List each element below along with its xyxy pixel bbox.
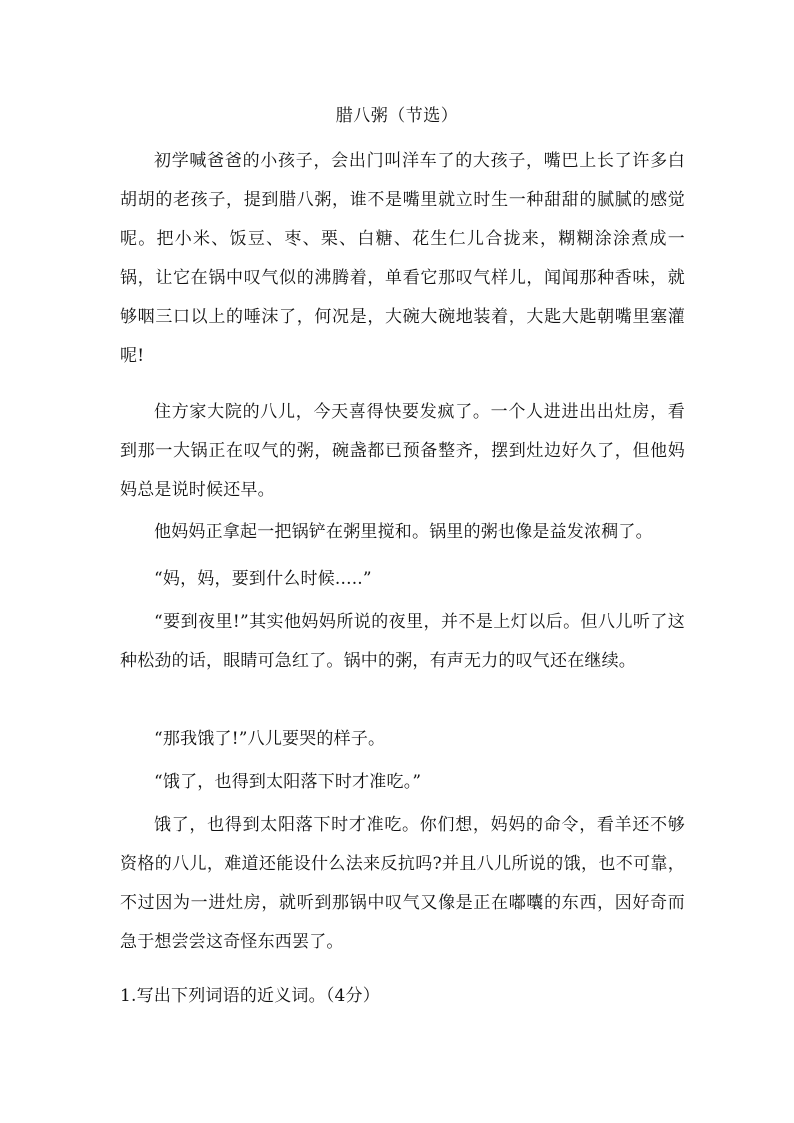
paragraph-4: “妈，妈，要到什么时候.....” <box>154 569 372 589</box>
paragraph-5: “要到夜里!”其实他妈妈所说的夜里，并不是上灯以后。但八儿听了这种松劲的话，眼睛可急红了。锅中的粥，有声无力的叹气还在继续。 <box>120 612 685 671</box>
paragraph-1: 初学喊爸爸的小孩子，会出门叫洋车了的大孩子，嘴巴上长了许多白胡胡的老孩子，提到腊八粥，谁不是嘴里就立时生一种甜甜的腻腻的感觉呢。把小米、饭豆、枣、栗、白糖、花生仁儿合拢来，糊糊涂涂煮成一锅，让它在锅中叹气似的沸腾着，单看它那叹气样儿，闻闻那种香味，就够咽三口以上的唾沫了，何况是，大碗大碗地装着，大匙大匙朝嘴里塞灌呢! <box>120 151 685 366</box>
question-1: 1.写出下列词语的近义词。（4分） <box>120 986 380 1006</box>
paragraph-3: 他妈妈正拿起一把锅铲在粥里搅和。锅里的粥也像是益发浓稠了。 <box>154 522 653 542</box>
paragraph-7: “饿了，也得到太阳落下时才准吃。” <box>154 772 422 792</box>
document-title: 腊八粥（节选） <box>335 106 459 126</box>
paragraph-2: 住方家大院的八儿，今天喜得快要发疯了。一个人进进出出灶房，看到那一大锅正在叹气的粥，碗盏都已预备整齐，摆到灶边好久了，但他妈妈总是说时候还早。 <box>120 402 685 500</box>
paragraph-6: “那我饿了!”八儿要哭的样子。 <box>154 729 386 749</box>
paragraph-8: 饿了，也得到太阳落下时才准吃。你们想，妈妈的命令，看羊还不够资格的八儿，难道还能设什么法来反抗吗?并且八儿所说的饿，也不可靠，不过因为一进灶房，就听到那锅中叹气又像是正在嘟囔的东西，因好奇而急于想尝尝这奇怪东西罢了。 <box>120 815 685 952</box>
